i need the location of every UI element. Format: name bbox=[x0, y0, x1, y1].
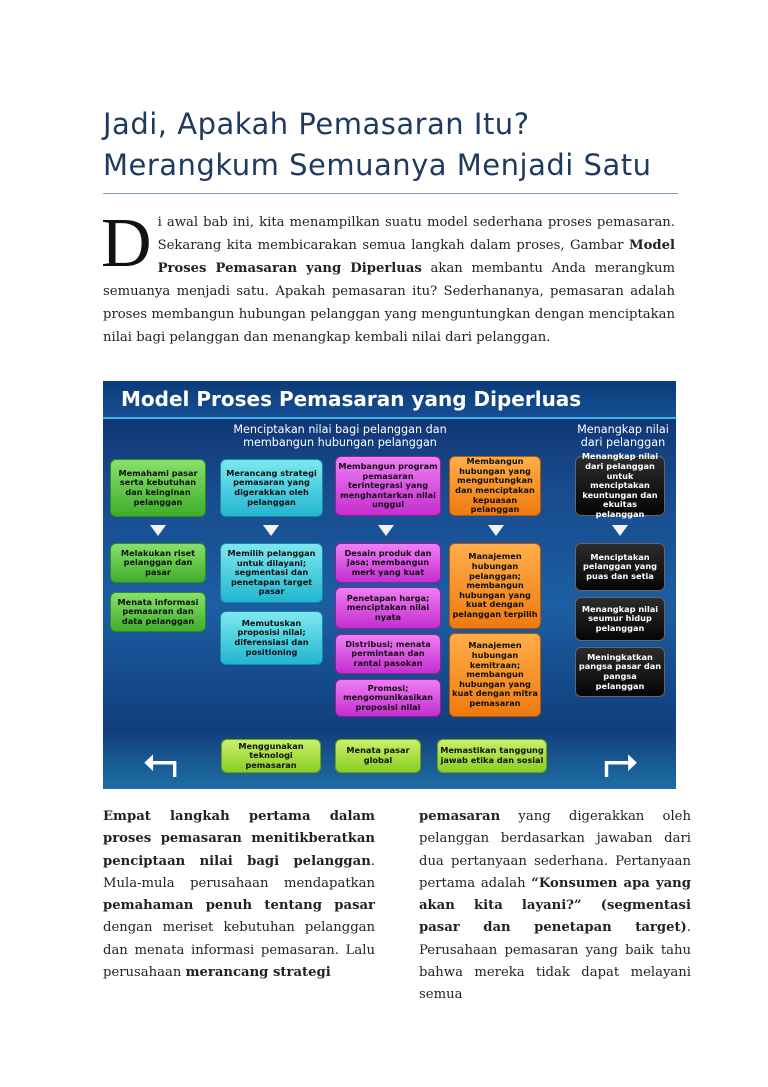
return-arrow-right-icon: ⮣ bbox=[603, 734, 639, 785]
title-line-2: Merangkum Semuanya Menjadi Satu bbox=[103, 148, 652, 182]
col5-item-1: Menciptakan pelanggan yang puas dan setia bbox=[575, 543, 665, 591]
col3-item-4: Promosi; mengomunikasikan proposisi nilai bbox=[335, 679, 441, 717]
diagram-title-bar bbox=[103, 381, 676, 419]
step-1-box: Memahami pasar serta kebutuhan dan keinginan pelanggan bbox=[110, 459, 206, 517]
col2-item-2: Memutuskan proposisi nilai; diferensiasi dan positioning bbox=[220, 611, 323, 665]
intro-bold: Model Proses Pemasaran yang Diperluas bbox=[157, 238, 675, 276]
page-title bbox=[103, 104, 678, 186]
diagram-head-left: Menciptakan nilai bagi pelanggan dan membangun hubungan pelanggan bbox=[233, 423, 447, 449]
title-rule bbox=[103, 193, 678, 194]
diagram-title: Model Proses Pemasaran yang Diperluas bbox=[121, 387, 582, 411]
bottom-item-1: Menggunakan teknologi pemasaran bbox=[221, 739, 321, 773]
col3-item-1: Desain produk dan jasa; membangun merk yang kuat bbox=[335, 543, 441, 583]
col4-item-1: Manajemen hubungan pelanggan; membangun hubungan yang kuat dengan pelanggan terpilih bbox=[449, 543, 541, 629]
drop-cap: D bbox=[101, 205, 152, 282]
bottom-item-3: Memastikan tanggung jawab etika dan sosial bbox=[437, 739, 547, 773]
right-column-paragraph bbox=[419, 806, 691, 1007]
down-arrow-5 bbox=[612, 525, 628, 536]
right-text-2: . Perusahaan pemasaran yang baik tahu bahwa mereka tidak dapat melayani semua bbox=[419, 920, 691, 1003]
col2-item-1: Memilih pelanggan untuk dilayani; segmentasi dan penetapan target pasar bbox=[220, 543, 323, 603]
left-bold-3: merancang strategi bbox=[185, 965, 331, 981]
left-bold-1: Empat langkah pertama dalam proses pemasaran menitikberatkan penciptaan nilai bagi pelanggan bbox=[103, 809, 375, 869]
right-bold-2: “Konsumen apa yang akan kita layani?” (segmentasi pasar dan penetapan target) bbox=[419, 875, 691, 936]
marketing-process-diagram bbox=[103, 381, 676, 789]
step-2-box: Merancang strategi pemasaran yang digerakkan oleh pelanggan bbox=[220, 459, 323, 517]
col5-item-2: Menangkap nilai seumur hidup pelanggan bbox=[575, 597, 665, 641]
step-5-box: Menangkap nilai dari pelanggan untuk menciptakan keuntungan dan ekuitas pelanggan bbox=[575, 456, 665, 516]
right-text-1: yang digerakkan oleh pelanggan berdasarkan jawaban dari dua pertanyaan sederhana. Pertanyaan pertama adalah bbox=[419, 809, 691, 891]
title-line-1: Jadi, Apakah Pemasaran Itu? bbox=[103, 107, 530, 141]
down-arrow-3 bbox=[378, 525, 394, 536]
step-3-box: Membangun program pemasaran terintegrasi yang menghantarkan nilai unggul bbox=[335, 456, 441, 516]
col1-item-1: Melakukan riset pelanggan dan pasar bbox=[110, 543, 206, 583]
diagram-head-right: Menangkap nilai dari pelanggan bbox=[577, 423, 669, 449]
col1-item-2: Menata informasi pemasaran dan data pelanggan bbox=[110, 592, 206, 632]
step-4-box: Membangun hubungan yang menguntungkan dan menciptakan kepuasan pelanggan bbox=[449, 456, 541, 516]
intro-text-b: akan membantu Anda merangkum semuanya menjadi satu. Apakah pemasaran itu? Sederhananya, pemasaran adalah proses membangun hubungan pelanggan yang menguntungkan dengan menciptakan nilai bagi pelanggan dan menangkap kembali nilai dari pelanggan. bbox=[103, 261, 675, 345]
intro-text-a: i awal bab ini, kita menampilkan suatu model sederhana proses pemasaran. Sekarang kita membicarakan semua langkah dalam proses, Gambar bbox=[157, 215, 675, 253]
left-column-paragraph bbox=[103, 806, 375, 984]
intro-paragraph bbox=[101, 205, 675, 349]
col4-item-2: Manajemen hubungan kemitraan; membangun hubungan yang kuat dengan mitra pemasaran bbox=[449, 633, 541, 717]
col3-item-3: Distribusi; menata permintaan dan rantai pasokan bbox=[335, 634, 441, 674]
down-arrow-2 bbox=[263, 525, 279, 536]
left-text-1: . Mula-mula perusahaan mendapatkan bbox=[103, 853, 375, 891]
col3-item-2: Penetapan harga; menciptakan nilai nyata bbox=[335, 587, 441, 629]
left-bold-2: pemahaman penuh tentang pasar bbox=[103, 898, 375, 914]
bottom-item-2: Menata pasar global bbox=[335, 739, 421, 773]
col5-item-3: Meningkatkan pangsa pasar dan pangsa pelanggan bbox=[575, 647, 665, 697]
return-arrow-left-icon: ⮢ bbox=[143, 734, 179, 785]
right-bold-1: pemasaran bbox=[419, 809, 501, 824]
down-arrow-1 bbox=[150, 525, 166, 536]
left-text-2: dengan meriset kebutuhan pelanggan dan menata informasi pemasaran. Lalu perusahaan bbox=[103, 920, 375, 981]
down-arrow-4 bbox=[488, 525, 504, 536]
